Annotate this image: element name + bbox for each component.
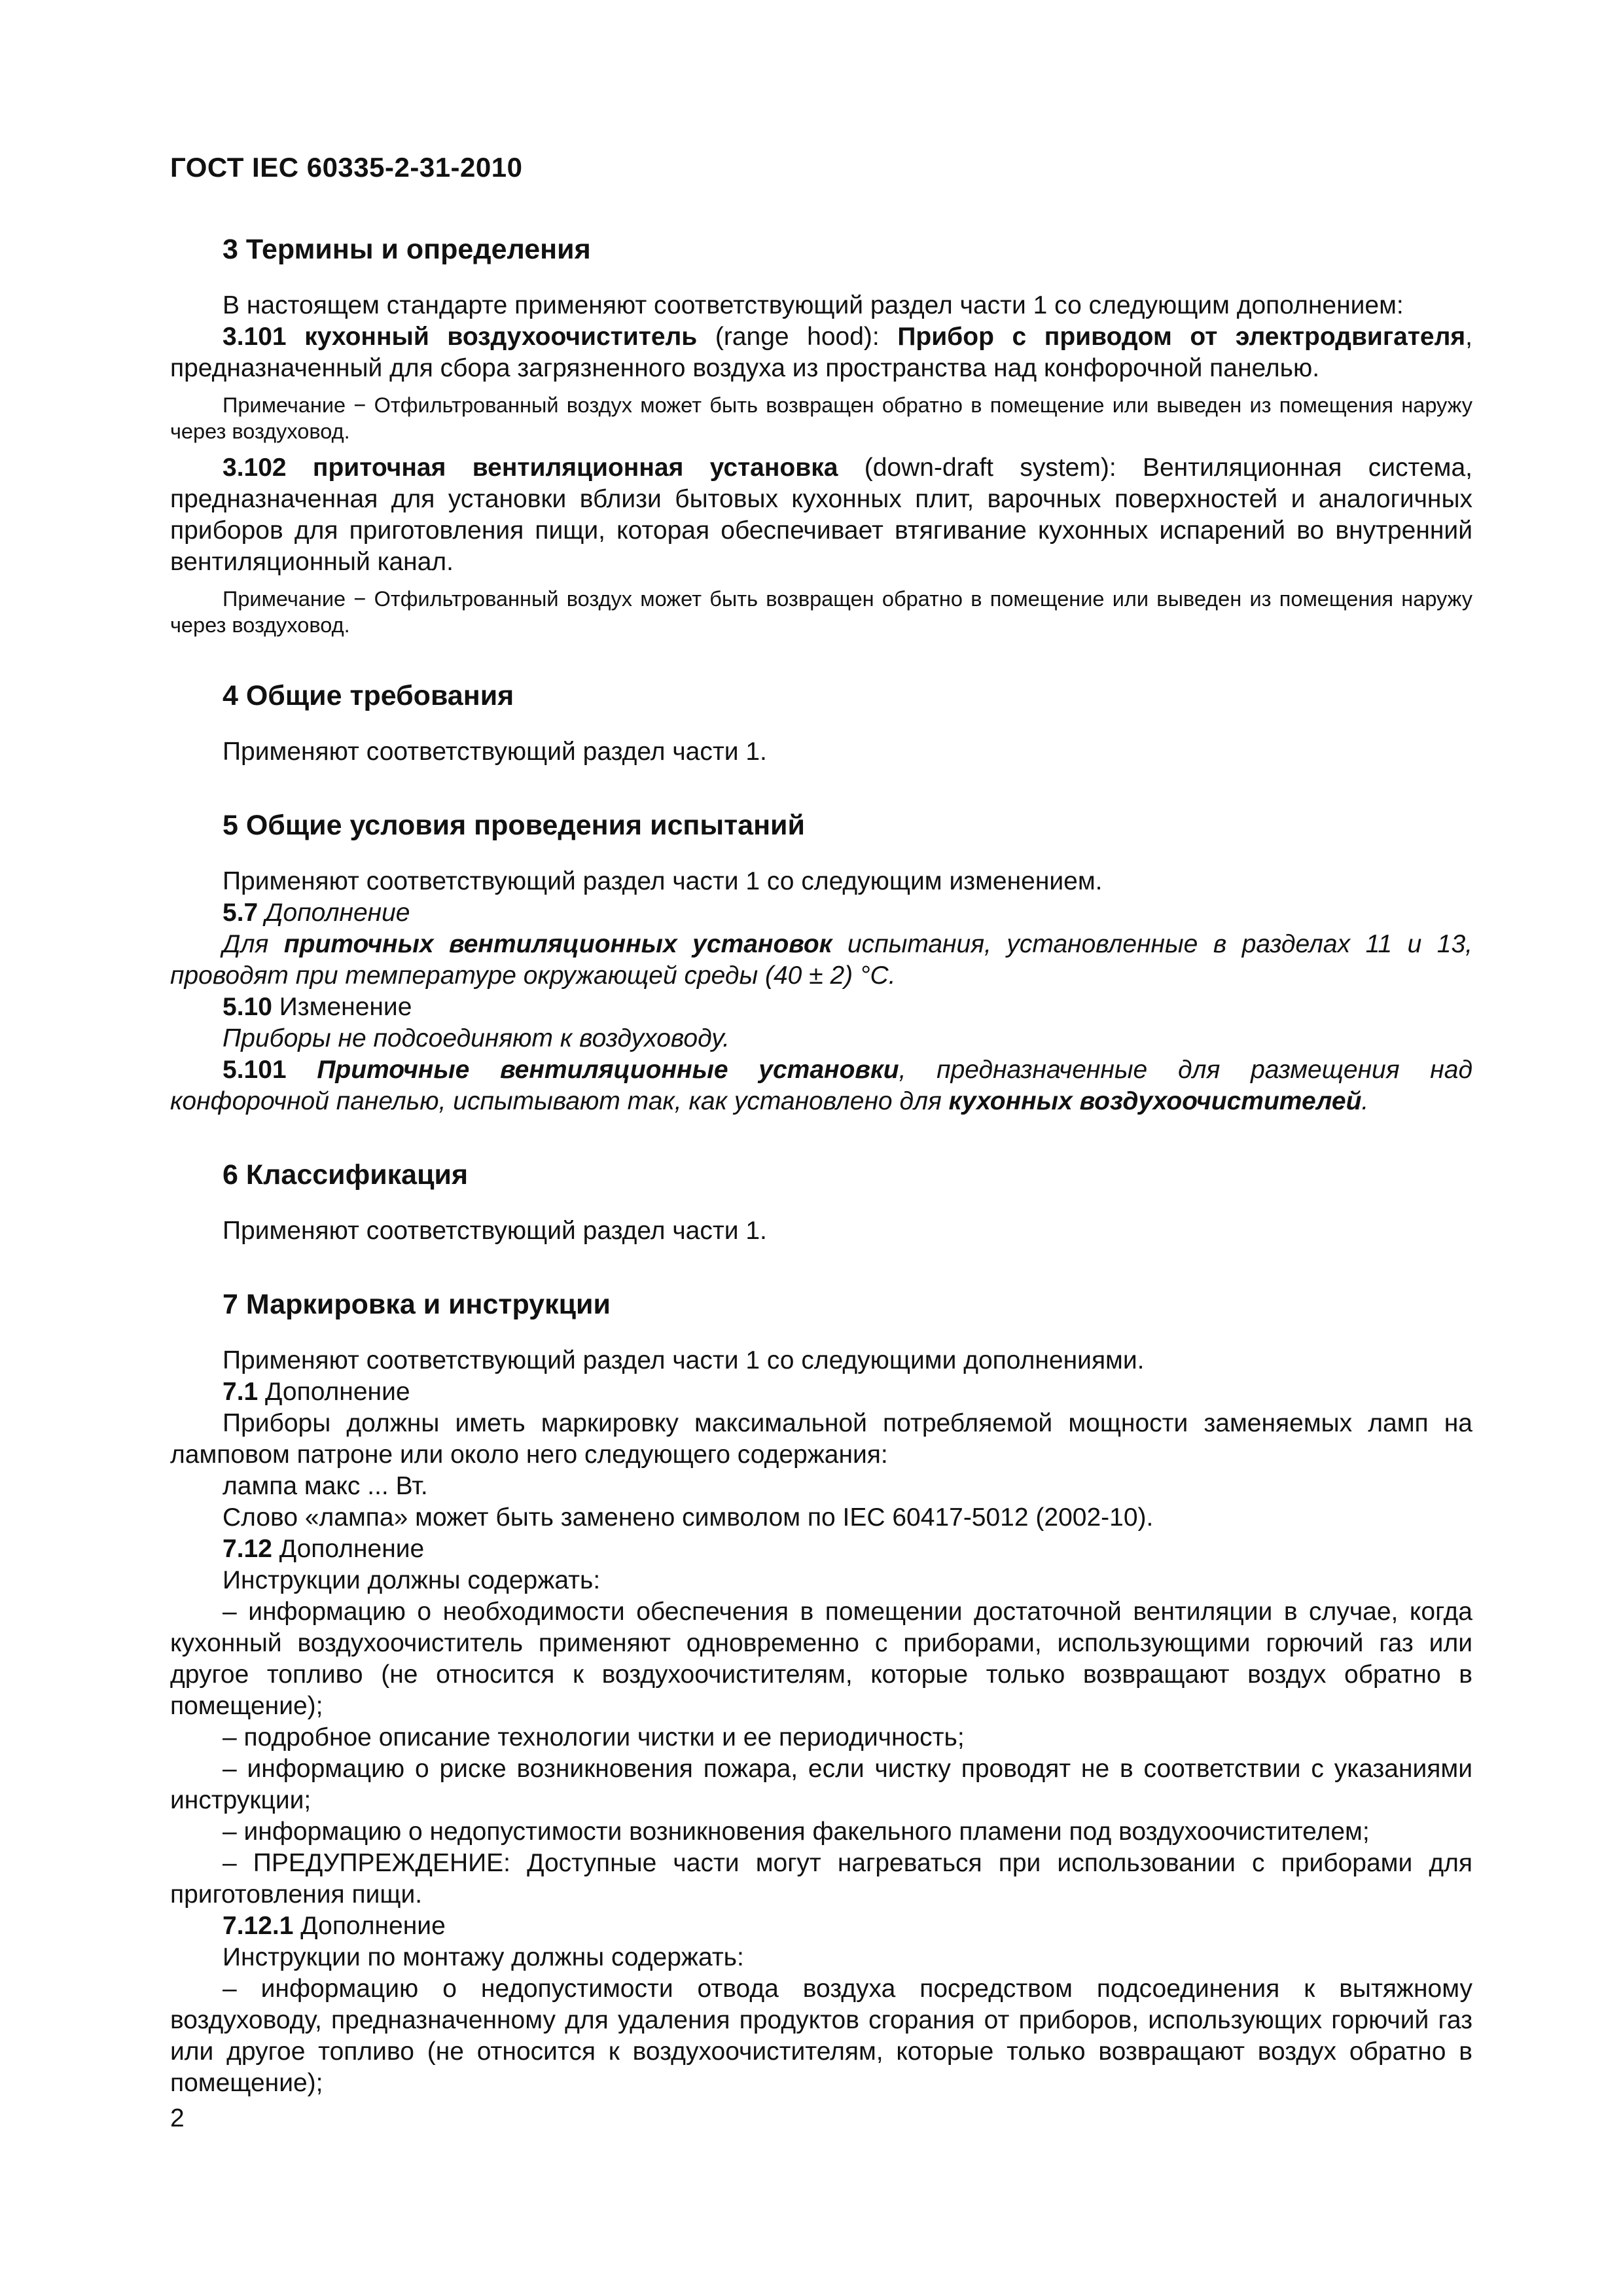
- document-body: [170, 232, 1472, 2140]
- paragraph: Инструкции должны содержать:: [223, 1566, 601, 1594]
- clause-number: 5.10: [223, 993, 272, 1021]
- term-definition-bold: Прибор с приводом от электродвигателя: [897, 323, 1466, 351]
- clause-label: Дополнение: [293, 1912, 446, 1940]
- paragraph: В настоящем стандарте применяют соответствующий раздел части 1 со следующим дополнением:: [223, 291, 1404, 319]
- clause-number: 5.7: [223, 899, 259, 927]
- note: Примечание − Отфильтрованный воздух может быть возвращен обратно в помещение или выведен из помещения наружу через воздуховод.: [170, 393, 1472, 443]
- text-run-bold: кухонных воздухоочистителей: [948, 1087, 1362, 1115]
- term-3-102: [170, 452, 1472, 578]
- clause-label: Дополнение: [258, 1378, 410, 1406]
- clause-number: 3.101: [223, 323, 287, 351]
- clause-number: 7.12.1: [223, 1912, 294, 1940]
- paragraph: лампа макс ... Вт.: [223, 1472, 428, 1500]
- paragraph: Применяют соответствующий раздел части 1.: [223, 738, 767, 766]
- clause-number: 5.101: [223, 1056, 287, 1084]
- section-heading: 7 Маркировка и инструкции: [223, 1289, 611, 1320]
- section-heading: 3 Термины и определения: [223, 234, 591, 265]
- list-item: – ПРЕДУПРЕЖДЕНИЕ: Доступные части могут нагреваться при использовании с приборами для приготовления пищи.: [170, 1849, 1472, 1909]
- paragraph: [170, 929, 1472, 992]
- section-5: [170, 808, 1472, 1117]
- clause-label: Изменение: [272, 993, 412, 1021]
- paragraph: Слово «лампа» может быть заменено символом по IEC 60417-5012 (2002-10).: [223, 1503, 1154, 1532]
- list-item: – подробное описание технологии чистки и ее периодичность;: [223, 1723, 965, 1751]
- term-definition: (down-draft system): Вентиляционная система, предназначенная для установки вблизи бытовых кухонных плит, варочных поверхностей и аналогичных приборов для приготовления пищи, которая обеспечивает втягивание кухонных испарений во внутренний вентиляционный канал.: [170, 454, 1472, 576]
- paragraph: Применяют соответствующий раздел части 1 со следующим изменением.: [223, 867, 1103, 895]
- list-item: – информацию о недопустимости возникновения факельного пламени под воздухоочистителем;: [223, 1818, 1370, 1846]
- clause-number: 7.1: [223, 1378, 259, 1406]
- clause-5-7: [170, 897, 1472, 929]
- note: Примечание − Отфильтрованный воздух может быть возвращен обратно в помещение или выведен из помещения наружу через воздуховод.: [170, 587, 1472, 637]
- term-name: кухонный воздухоочиститель: [286, 323, 698, 351]
- paragraph: Приборы должны иметь маркировку максимальной потребляемой мощности заменяемых ламп на ламповом патроне или около него следующего содержания:: [170, 1409, 1472, 1469]
- section-6: [170, 1158, 1472, 1247]
- paragraph: Инструкции по монтажу должны содержать:: [223, 1943, 744, 1971]
- section-heading: 4 Общие требования: [223, 680, 514, 711]
- text-run: .: [1361, 1087, 1369, 1115]
- list-item: – информацию о недопустимости отвода воздуха посредством подсоединения к вытяжному воздуховоду, предназначенному для удаления продуктов сгорания от приборов, использующих горючий газ или другое топливо (не относится к воздухоочистителям, которые только возвращают воздух обратно в помещение);: [170, 1975, 1472, 2097]
- clause-7-12-1: [170, 1910, 1472, 1942]
- text-run: Приборы не подсоединяют к воздуховоду.: [223, 1024, 730, 1052]
- section-7: [170, 1287, 1472, 2099]
- section-4: [170, 679, 1472, 768]
- term-english: (range hood):: [697, 323, 898, 351]
- paragraph: Применяют соответствующий раздел части 1.: [223, 1217, 767, 1245]
- clause-7-1: [170, 1376, 1472, 1408]
- clause-7-12: [170, 1534, 1472, 1565]
- document-header: ГОСТ IEC 60335-2-31-2010: [170, 152, 523, 183]
- clause-5-101: [170, 1054, 1472, 1117]
- paragraph: Применяют соответствующий раздел части 1 со следующими дополнениями.: [223, 1346, 1145, 1374]
- clause-number: 7.12: [223, 1535, 272, 1563]
- text-run-bold: Приточные вентиляционные установки: [286, 1056, 899, 1084]
- clause-label: Дополнение: [258, 899, 410, 927]
- list-item: – информацию о риске возникновения пожара, если чистку проводят не в соответствии с указаниями инструкции;: [170, 1755, 1472, 1814]
- text-run-bold: приточных вентиляционных установок: [283, 930, 832, 958]
- term-3-101: [170, 321, 1472, 384]
- text-run: испытания, установленные в разделах 11 и 13, проводят при температуре окружающей среды (40 ± 2) °С.: [170, 930, 1473, 990]
- text-run: Для: [223, 930, 284, 958]
- text-run: , предназначенные для размещения над конфорочной панелью, испытывают так, как установлено для: [170, 1056, 1473, 1115]
- clause-5-10: [170, 992, 1472, 1023]
- section-heading: 5 Общие условия проведения испытаний: [223, 810, 805, 841]
- paragraph: [170, 1023, 1472, 1054]
- clause-label: Дополнение: [272, 1535, 425, 1563]
- section-heading: 6 Классификация: [223, 1159, 469, 1191]
- section-3: [170, 232, 1472, 638]
- page-number: 2: [170, 2104, 185, 2132]
- clause-number: 3.102: [223, 454, 287, 482]
- list-item: – информацию о необходимости обеспечения в помещении достаточной вентиляции в случае, когда кухонный воздухоочиститель применяют одновременно с приборами, использующими горючий газ или другое топливо (не относится к воздухоочистителям, которые только возвращают воздух обратно в помещение);: [170, 1598, 1472, 1720]
- term-definition: , предназначенный для сбора загрязненного воздуха из пространства над конфорочной панелью.: [170, 323, 1472, 382]
- term-name: приточная вентиляционная установка: [286, 454, 838, 482]
